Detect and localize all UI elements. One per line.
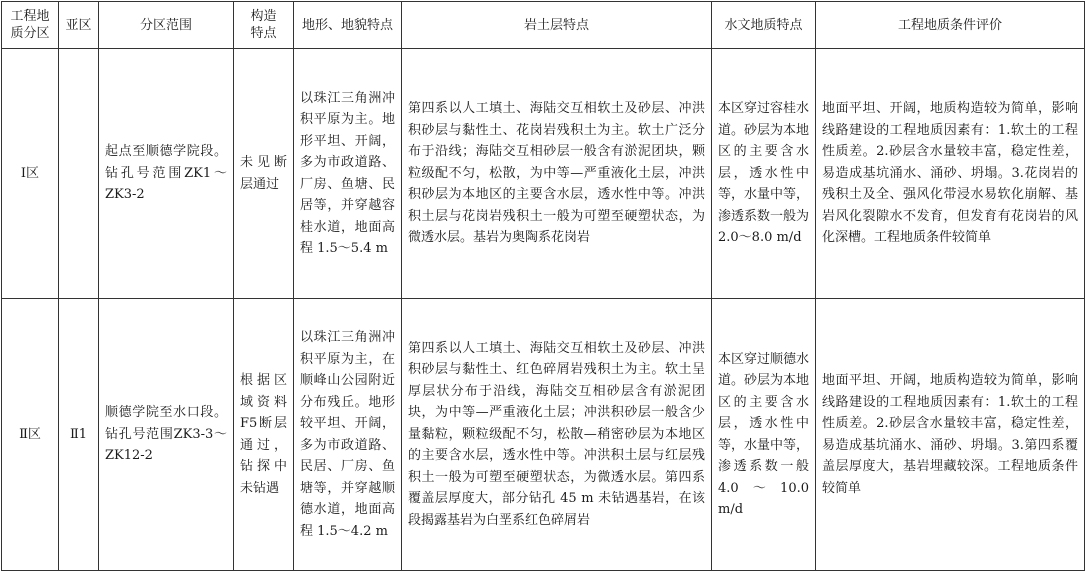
cell-hydro: 本区穿过顺德水道。砂层为本地区的主要含水层，透水性中等，水量中等，渗透系数一般 4.0～10.0 m/d: [712, 299, 816, 571]
geology-zoning-table: [1, 1, 1085, 571]
header-hydro: 水文地质特点: [712, 2, 816, 49]
cell-evaluation: 地面平坦、开阔，地质构造较为简单，影响线路建设的工程地质因素有：1.软土的工程性质差。2.砂层含水量较丰富，稳定性差，易造成基坑涌水、涌砂、坍塌。3.花岗岩的残积土及全、强风化带浸水易软化崩解、基岩风化裂隙水不发育，但发育有花岗岩的风化深槽。工程地质条件较简单: [816, 49, 1085, 299]
table-row: [2, 299, 1085, 571]
header-subzone: 亚区: [59, 2, 99, 49]
header-evaluation: 工程地质条件评价: [816, 2, 1085, 49]
cell-range: 顺德学院至水口段。钻孔号范围ZK3-3～ZK12-2: [99, 299, 234, 571]
header-range: 分区范围: [99, 2, 234, 49]
header-structure: 构造 特点: [234, 2, 294, 49]
cell-zone: Ⅱ区: [2, 299, 59, 571]
cell-terrain: 以珠江三角洲冲积平原为主，在顺峰山公园附近分布残丘。地形较平坦、开阔，多为市政道路、民居、厂房、鱼塘等，并穿越顺德水道，地面高程 1.5～4.2 m: [294, 299, 402, 571]
cell-strata: 第四系以人工填土、海陆交互相软土及砂层、冲洪积砂层与黏性土、花岗岩残积土为主。软土广泛分布于沿线；海陆交互相砂层一般含有淤泥团块，颗粒级配不匀，松散，为中等—严重液化土层，冲洪积砂层为本地区的主要含水层，透水性中等。冲洪积土层与花岗岩残积土一般为可塑至硬塑状态，为微透水层。基岩为奥陶系花岗岩: [402, 49, 712, 299]
cell-subzone: [59, 49, 99, 299]
cell-structure: 根据区域资料F5断层通过，钻探中未钻遇: [234, 299, 294, 571]
cell-structure: 未见断层通过: [234, 49, 294, 299]
cell-terrain: 以珠江三角洲冲积平原为主。地形平坦、开阔，多为市政道路、厂房、鱼塘、民居等，并穿越容桂水道，地面高程 1.5～5.4 m: [294, 49, 402, 299]
cell-range: 起点至顺德学院段。钻孔号范围ZK1～ZK3-2: [99, 49, 234, 299]
cell-zone: Ⅰ区: [2, 49, 59, 299]
header-zone: 工程地 质分区: [2, 2, 59, 49]
header-terrain: 地形、地貌特点: [294, 2, 402, 49]
cell-evaluation: 地面平坦、开阔，地质构造较为简单，影响线路建设的工程地质因素有：1.软土的工程性质差。2.砂层含水量较丰富，稳定性差，易造成基坑涌水、涌砂、坍塌。3.第四系覆盖层厚度大，基岩埋藏较深。工程地质条件较简单: [816, 299, 1085, 571]
table-row: [2, 49, 1085, 299]
cell-strata: 第四系以人工填土、海陆交互相软土及砂层、冲洪积砂层与黏性土、红色碎屑岩残积土为主。软土呈厚层状分布于沿线，海陆交互相砂层含有淤泥团块，为中等—严重液化土层；冲洪积砂层一般含少量黏粒，颗粒级配不匀，松散—稍密砂层为本地区的主要含水层，透水性中等。冲洪积土层与红层残积土一般为可塑至硬塑状态，为微透水层。第四系覆盖层厚度大，部分钻孔 45 m 未钻遇基岩，在该段揭露基岩为白垩系红色碎屑岩: [402, 299, 712, 571]
cell-subzone: Ⅱ1: [59, 299, 99, 571]
header-strata: 岩土层特点: [402, 2, 712, 49]
table-header-row: [2, 2, 1085, 49]
cell-hydro: 本区穿过容桂水道。砂层为本地区的主要含水层，透水性中等，水量中等，渗透系数一般为 2.0～8.0 m/d: [712, 49, 816, 299]
